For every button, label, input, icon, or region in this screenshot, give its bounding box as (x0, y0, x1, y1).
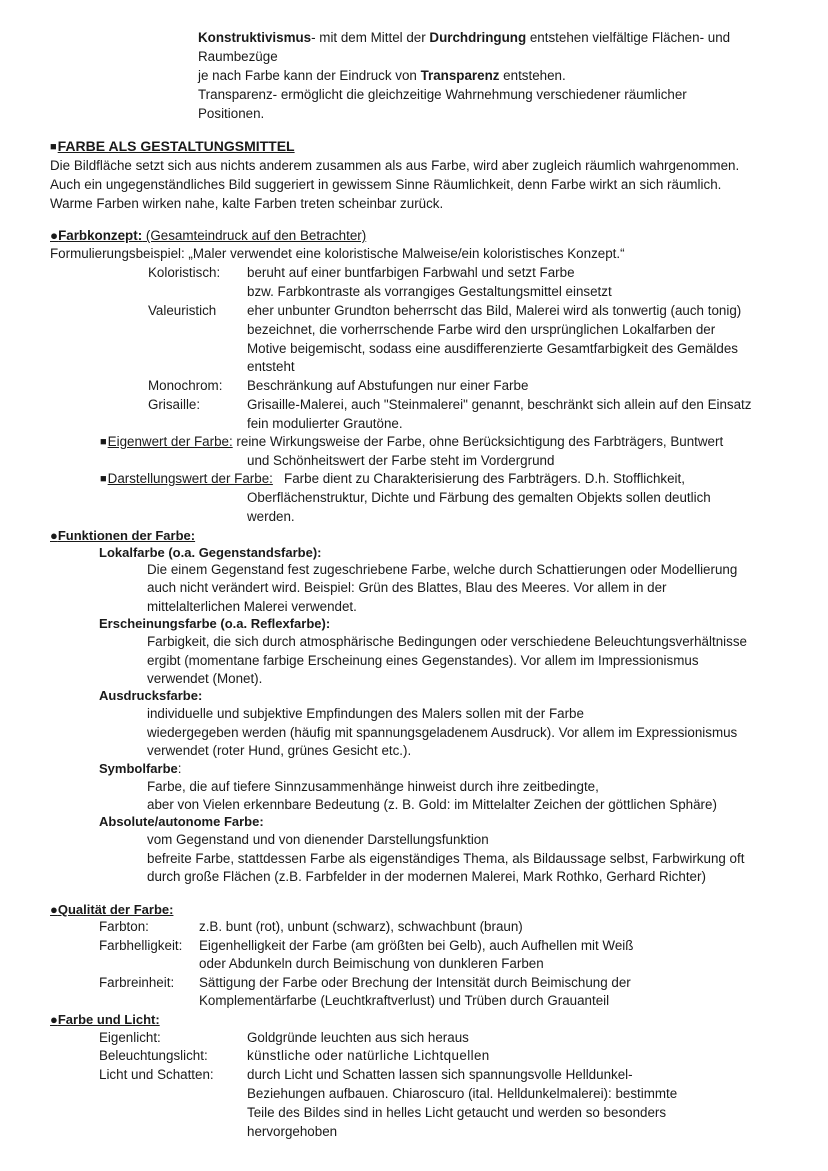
definition-line: befreite Farbe, stattdessen Farbe als eigenständiges Thema, als Bildaussage selbst, Farbwirkung oft (147, 851, 745, 866)
definition-line: entsteht (247, 359, 295, 374)
term-eigenlicht: Eigenlicht: (99, 1030, 161, 1045)
definition-line: Beziehungen aufbauen. Chiaroscuro (ital. Helldunkelmalerei): bestimmte (247, 1086, 678, 1101)
definition-line: mittelalterlichen Malerei verwendet. (147, 599, 357, 614)
definition-line: durch große Flächen (z.B. Farbfelder in der modernen Malerei, Mark Rothko, Gerhard Richter) (147, 869, 706, 884)
definition-line: bezeichnet, die vorherrschende Farbe wird den ursprünglichen Lokalfarben der (247, 322, 716, 337)
subheading-absolute-farbe: Absolute/autonome Farbe: (99, 814, 264, 829)
intro-line-4: Transparenz- ermöglicht die gleichzeitige Wahrnehmung verschiedener räumlicher (198, 87, 687, 102)
definition-line: künstliche oder natürliche Lichtquellen (247, 1048, 490, 1063)
term-farbton: Farbton: (99, 919, 149, 934)
definition-line: Komplementärfarbe (Leuchtkraftverlust) und Trüben durch Grauanteil (199, 993, 610, 1008)
definition-line: individuelle und subjektive Empfindungen des Malers sollen mit der Farbe (147, 706, 584, 721)
definition-line: Grisaille-Malerei, auch "Steinmalerei" genannt, beschränkt sich allein auf den Einsatz (247, 397, 752, 412)
definition-line: Oberflächenstruktur, Dichte und Färbung des gemalten Objekts sollen deutlich (247, 490, 711, 505)
paragraph-line: Die Bildfläche setzt sich aus nichts anderem zusammen als aus Farbe, wird aber zugleich räumlich wahrgenommen. (50, 158, 740, 173)
intro-line-1: Konstruktivismus- mit dem Mittel der Durchdringung entstehen vielfältige Flächen- und (198, 30, 731, 45)
term-transparenz: Transparenz (420, 68, 500, 83)
definition-line: durch Licht und Schatten lassen sich spannungsvolle Helldunkel- (247, 1067, 633, 1082)
subheading-erscheinungsfarbe: Erscheinungsfarbe (o.a. Reflexfarbe): (99, 616, 331, 631)
term-licht-und-schatten: Licht und Schatten: (99, 1067, 214, 1082)
definition-line: Eigenhelligkeit der Farbe (am größten bei Gelb), auch Aufhellen mit Weiß (199, 938, 634, 953)
definition-line: oder Abdunkeln durch Beimischung von dunkleren Farben (199, 956, 544, 971)
eigenwert-line-1: ■Eigenwert der Farbe: reine Wirkungsweise der Farbe, ohne Berücksichtigung des Farbträgers, Buntwert (100, 434, 724, 449)
definition-line: Farbe, die auf tiefere Sinnzusammenhänge hinweist durch ihre zeitbedingte, (147, 779, 599, 794)
paragraph-line: Auch ein ungegenständliches Bild suggeriert in gewissem Sinne Räumlichkeit, denn Farbe wirkt an sich räumlich. (50, 177, 722, 192)
definition-line: Die einem Gegenstand fest zugeschriebene Farbe, welche durch Schattierungen oder Modellierung (147, 562, 738, 577)
definition-line: verwendet (roter Hund, grünes Gesicht etc.). (147, 743, 412, 758)
term-eigenwert: Eigenwert der Farbe: (107, 434, 233, 449)
term-koloristisch: Koloristisch: (148, 265, 221, 280)
definition-line: und Schönheitswert der Farbe steht im Vordergrund (247, 453, 555, 468)
term-farbhelligkeit: Farbhelligkeit: (99, 938, 183, 953)
definition-line: beruht auf einer buntfarbigen Farbwahl und setzt Farbe (247, 265, 575, 280)
term-beleuchtungslicht: Beleuchtungslicht: (99, 1048, 208, 1063)
subheading-lokalfarbe: Lokalfarbe (o.a. Gegenstandsfarbe): (99, 545, 322, 560)
definition-line: auch nicht verändert wird. Beispiel: Grün des Blattes, Blau des Meeres. Vor allem in der (147, 580, 667, 595)
dot-bullet-icon: ● (50, 528, 58, 543)
definition-line: werden. (247, 509, 295, 524)
formulierungsbeispiel: Formulierungsbeispiel: „Maler verwendet eine koloristische Malweise/ein koloristisches Konzept.“ (50, 246, 625, 261)
section-heading-farbkonzept: ●Farbkonzept: (Gesamteindruck auf den Betrachter) (50, 228, 367, 243)
definition-line: Teile des Bildes sind in helles Licht getaucht und werden so besonders (247, 1105, 667, 1120)
heading-text: FARBE ALS GESTALTUNGSMITTEL (57, 138, 295, 154)
term-monochrom: Monochrom: (148, 378, 223, 393)
square-bullet-icon: ■ (50, 141, 57, 153)
term-grisaille: Grisaille: (148, 397, 201, 412)
definition-line: z.B. bunt (rot), unbunt (schwarz), schwachbunt (braun) (199, 919, 523, 934)
darstellungswert-line-1: ■Darstellungswert der Farbe: Farbe dient zu Charakterisierung des Farbträgers. D.h. Stofflichkeit, (100, 471, 685, 486)
section-heading-funktionen: ●Funktionen der Farbe: (50, 528, 196, 543)
definition-line: verwendet (Monet). (147, 671, 263, 686)
intro-line-3: je nach Farbe kann der Eindruck von Transparenz entstehen. (198, 68, 566, 83)
section-heading-qualitaet: ●Qualität der Farbe: (50, 902, 174, 917)
subheading-symbolfarbe: Symbolfarbe: (99, 761, 182, 776)
definition-line: Sättigung der Farbe oder Brechung der Intensität durch Beimischung der (199, 975, 631, 990)
dot-bullet-icon: ● (50, 902, 58, 917)
dot-bullet-icon: ● (50, 228, 59, 243)
square-bullet-icon: ■ (100, 436, 107, 448)
definition-line: wiedergegeben werden (häufig mit spannungsgeladenem Ausdruck). Vor allem im Expressionismus (147, 725, 738, 740)
definition-line: fein modulierter Grautöne. (247, 416, 403, 431)
definition-line: Farbigkeit, die sich durch atmosphärische Bedingungen oder verschiedene Beleuchtungsverhältnisse (147, 634, 747, 649)
definition-line: vom Gegenstand und von dienender Darstellungsfunktion (147, 832, 489, 847)
definition-line: eher unbunter Grundton beherrscht das Bild, Malerei wird als tonwertig (auch tonig) (247, 303, 742, 318)
definition-line: Motive beigemischt, sodass eine ausdifferenzierte Gesamtfarbigkeit des Gemäldes (247, 341, 738, 356)
section-heading-licht: ●Farbe und Licht: (50, 1012, 160, 1027)
definition-line: aber von Vielen erkennbare Bedeutung (z. B. Gold: im Mittelalter Zeichen der göttlichen Sphäre) (147, 797, 717, 812)
intro-line-2: Raumbezüge (198, 49, 278, 64)
definition-line: Beschränkung auf Abstufungen nur einer Farbe (247, 378, 529, 393)
definition-line: Goldgründe leuchten aus sich heraus (247, 1030, 469, 1045)
term-konstruktivismus: Konstruktivismus (198, 30, 312, 45)
term-valeuristisch: Valeuristich (148, 303, 217, 318)
term-darstellungswert: Darstellungswert der Farbe: (107, 471, 273, 486)
term-farbreinheit: Farbreinheit: (99, 975, 175, 990)
intro-line-5: Positionen. (198, 106, 265, 121)
definition-line: hervorgehoben (247, 1124, 338, 1139)
term-durchdringung: Durchdringung (429, 30, 527, 45)
definition-line: bzw. Farbkontraste als vorrangiges Gestaltungsmittel einsetzt (247, 284, 612, 299)
square-bullet-icon: ■ (100, 473, 107, 485)
dot-bullet-icon: ● (50, 1012, 58, 1027)
definition-line: ergibt (momentane farbige Erscheinung eines Gegenstandes). Vor allem im Impressionismus (147, 653, 699, 668)
subheading-ausdrucksfarbe: Ausdrucksfarbe: (99, 688, 203, 703)
section-heading-gestaltungsmittel (50, 137, 295, 157)
paragraph-line: Warme Farben wirken nahe, kalte Farben treten scheinbar zurück. (50, 196, 444, 211)
